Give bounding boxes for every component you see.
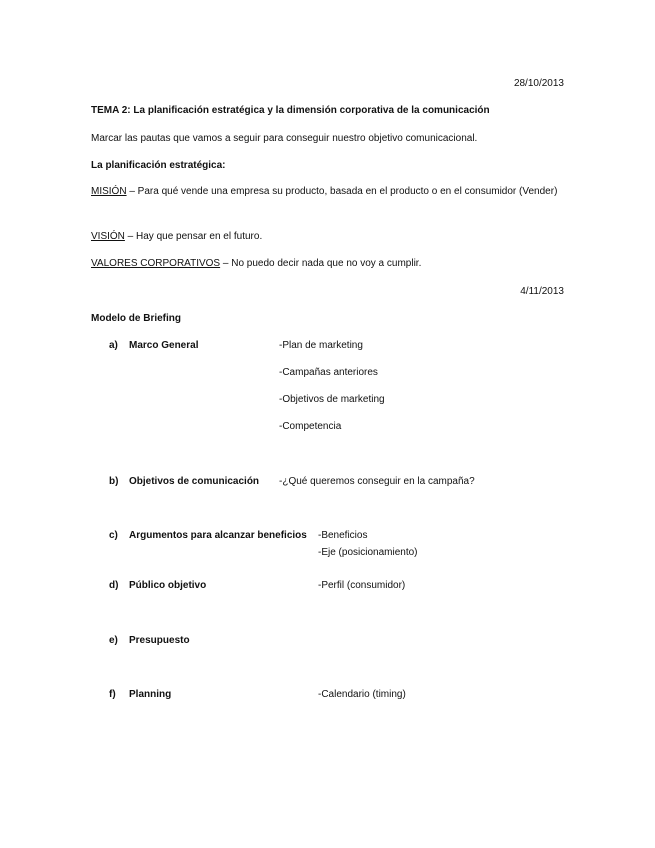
date-header: 28/10/2013 xyxy=(513,78,564,89)
sub-item: -Perfil (consumidor) xyxy=(318,580,406,591)
sub-item: -Objetivos de marketing xyxy=(279,394,385,405)
sub-item: -¿Qué queremos conseguir en la campaña? xyxy=(279,476,475,487)
valores-paragraph xyxy=(91,257,421,270)
sub-item: -Calendario (timing) xyxy=(318,689,406,700)
item-title: Presupuesto xyxy=(129,635,190,646)
mision-paragraph xyxy=(91,183,571,200)
sub-item: -Beneficios xyxy=(318,530,368,541)
item-letter: d) xyxy=(109,580,119,591)
sub-item: -Campañas anteriores xyxy=(279,367,378,378)
item-letter: b) xyxy=(109,476,119,487)
date-header-2: 4/11/2013 xyxy=(520,286,564,297)
briefing-heading: Modelo de Briefing xyxy=(91,313,181,324)
item-letter: a) xyxy=(109,340,118,351)
item-title: Argumentos para alcanzar beneficios xyxy=(129,530,307,541)
item-title: Público objetivo xyxy=(129,580,207,591)
vision-term: VISIÓN xyxy=(91,231,125,242)
sub-item: -Competencia xyxy=(279,421,342,432)
mision-text: – Para qué vende una empresa su producto, basada en el producto o en el consumidor (Vender) xyxy=(126,186,558,197)
mision-term: MISIÓN xyxy=(91,186,127,197)
topic-title: TEMA 2: La planificación estratégica y la dimensión corporativa de la comunicación xyxy=(91,105,490,116)
item-letter: c) xyxy=(109,530,118,541)
valores-text: – No puedo decir nada que no voy a cumplir. xyxy=(220,258,422,269)
sub-item: -Eje (posicionamiento) xyxy=(318,547,418,558)
sub-item: -Plan de marketing xyxy=(279,340,363,351)
item-title: Planning xyxy=(129,689,172,700)
vision-text: – Hay que pensar en el futuro. xyxy=(124,231,263,242)
item-title: Marco General xyxy=(129,340,199,351)
intro-paragraph: Marcar las pautas que vamos a seguir para conseguir nuestro objetivo comunicacional. xyxy=(91,133,478,144)
item-letter: f) xyxy=(109,689,116,700)
item-title: Objetivos de comunicación xyxy=(129,476,260,487)
valores-term: VALORES CORPORATIVOS xyxy=(91,258,221,269)
vision-paragraph xyxy=(91,230,262,243)
section-heading: La planificación estratégica: xyxy=(91,160,226,171)
item-letter: e) xyxy=(109,635,118,646)
